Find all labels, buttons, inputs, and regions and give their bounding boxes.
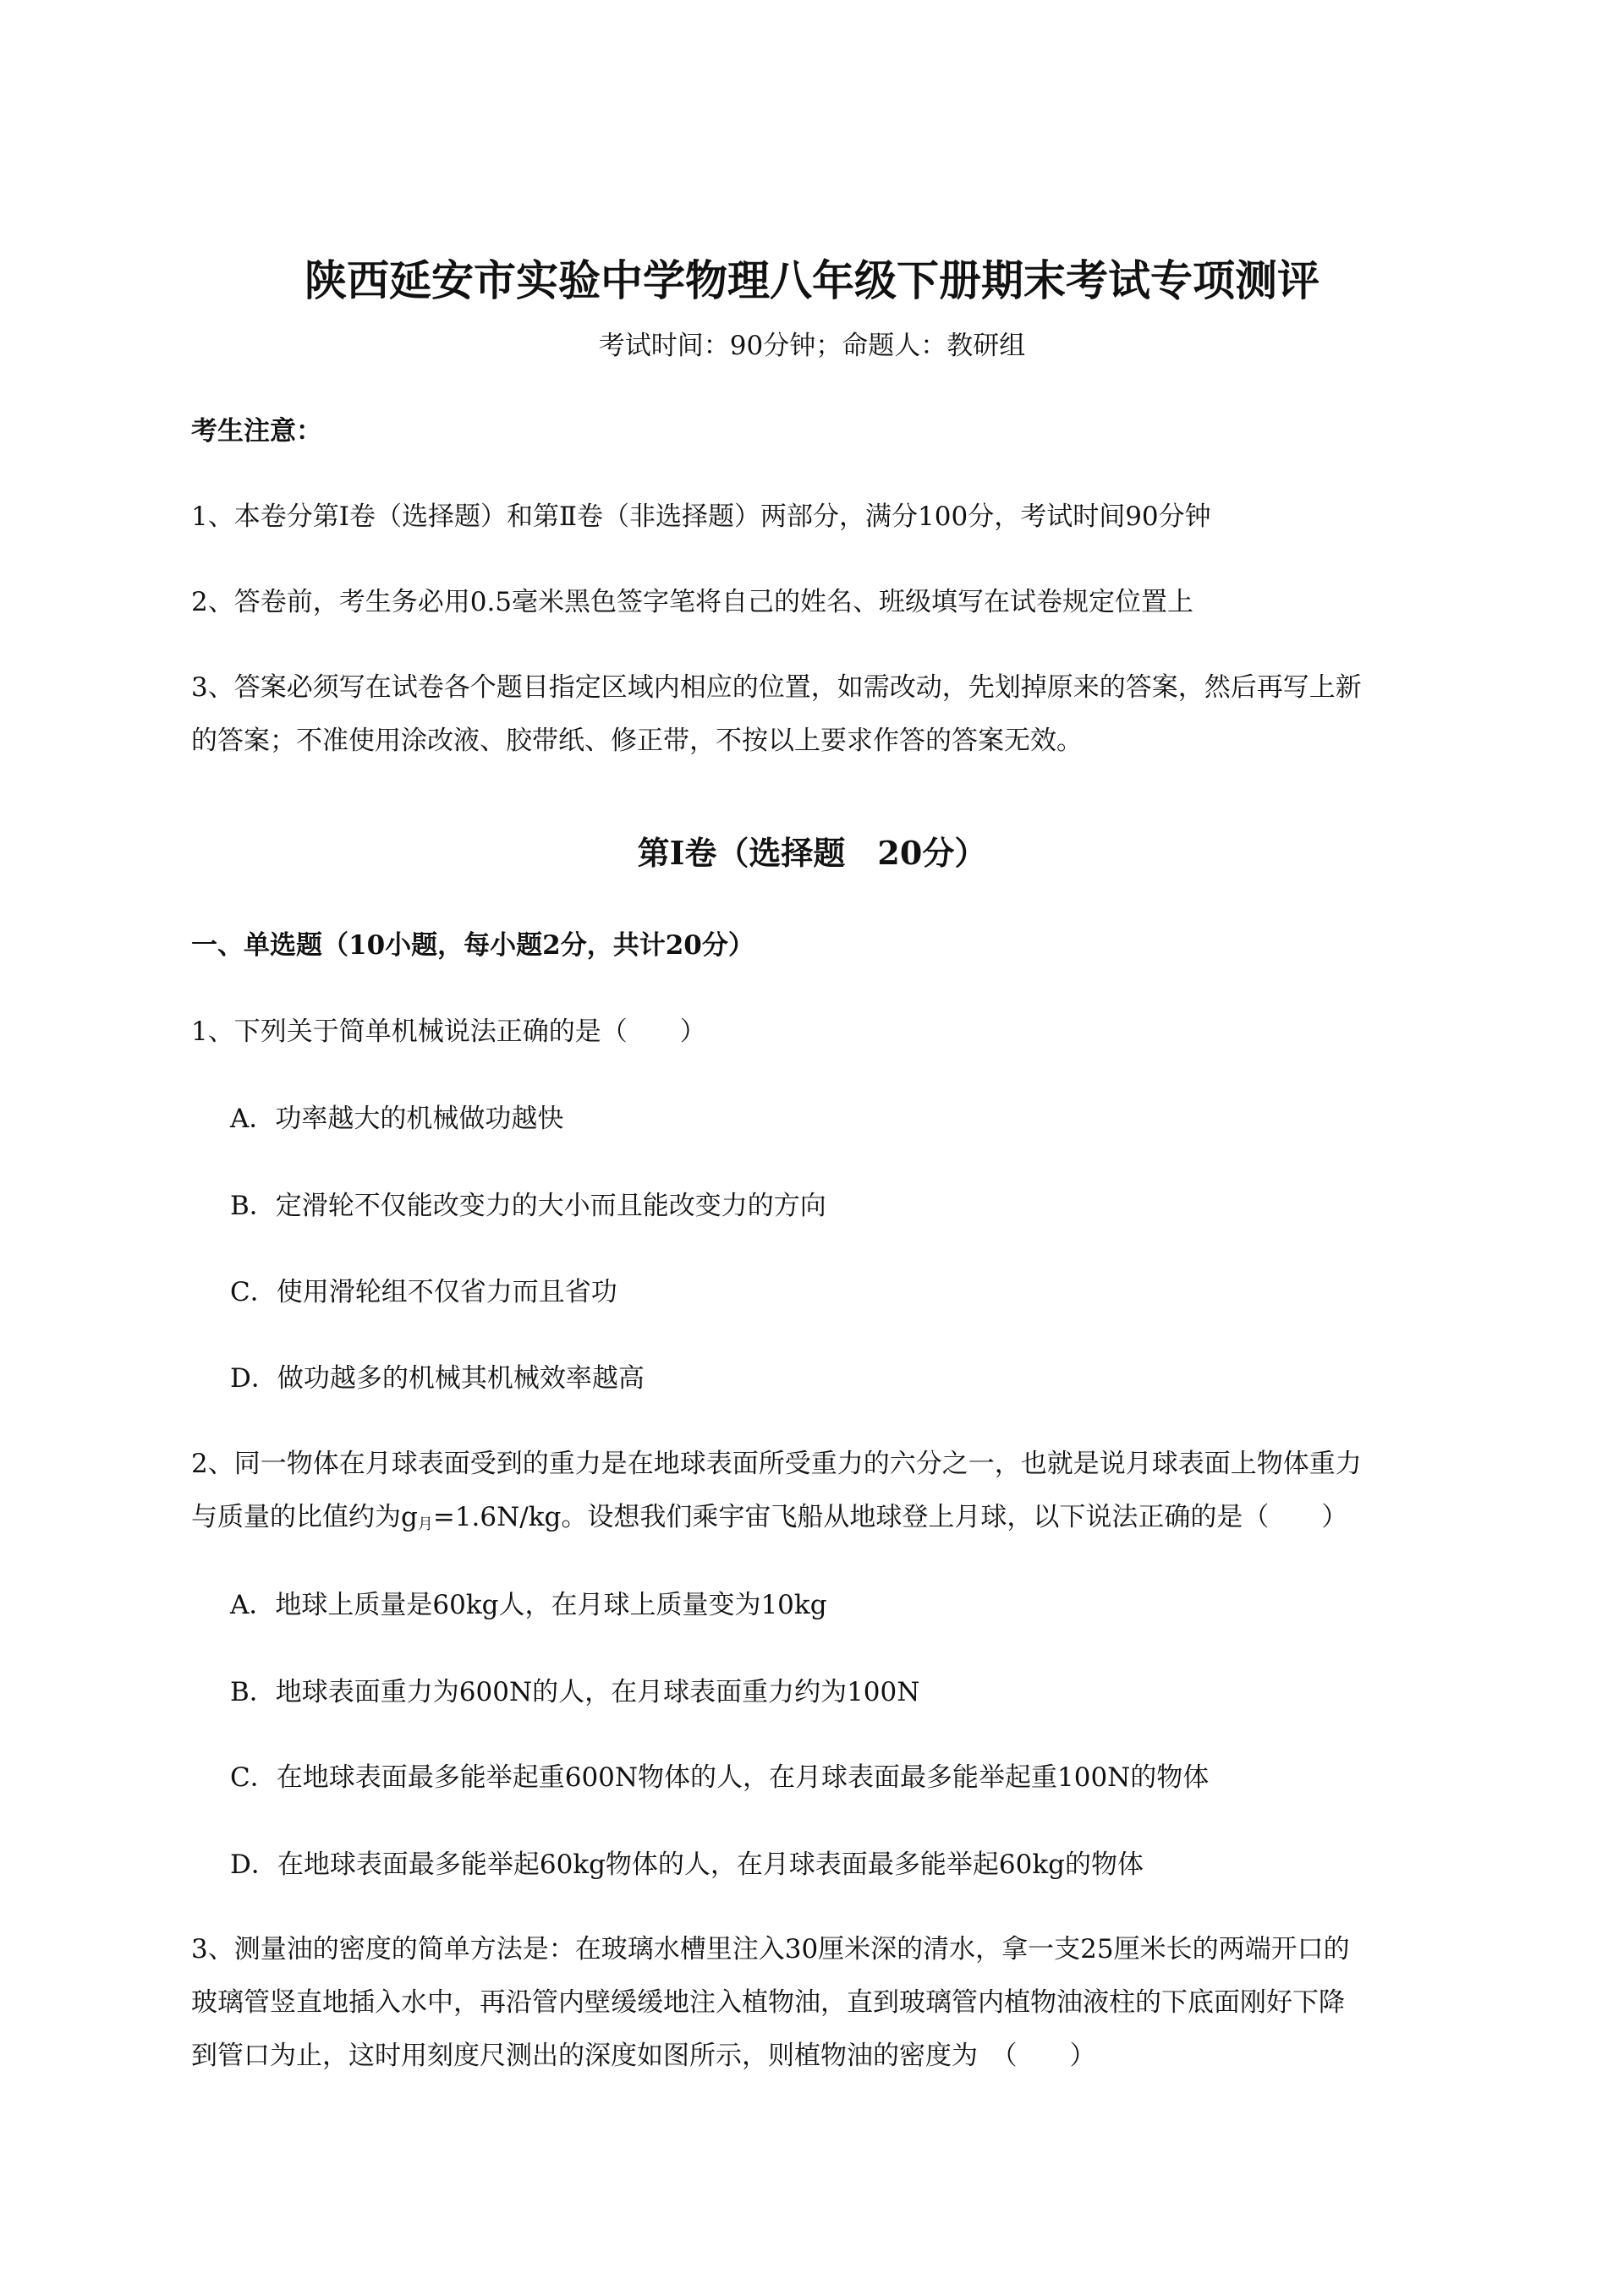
stem-text: =1.6N/kg。设想我们乘宇宙飞船从地球登上月球，以下说法正确的是（ ） [432, 1502, 1348, 1532]
question-3-stem: 3、测量油的密度的简单方法是：在玻璃水槽里注入30厘米深的清水，拿一支25厘米长的两端开口的 [191, 1934, 1350, 1964]
question-2-stem: 2、同一物体在月球表面受到的重力是在地球表面所受重力的六分之一，也就是说月球表面上物体重力 [191, 1449, 1362, 1479]
subscript-moon: 月 [417, 1515, 433, 1533]
question-3-stem: 到管口为止，这时用刻度尺测出的深度如图所示，则植物油的密度为 （ ） [191, 2041, 1096, 2071]
page-title: 陕西延安市实验中学物理八年级下册期末考试专项测评 [304, 255, 1320, 305]
stem-text: 与质量的比值约为g [191, 1502, 418, 1532]
question-2-option-c: C．在地球表面最多能举起重600N物体的人，在月球表面最多能举起重100N的物体 [230, 1762, 1210, 1793]
question-2-option-b: B．地球表面重力为600N的人，在月球表面重力约为100N [230, 1677, 920, 1707]
part-title: 第Ⅰ卷（选择题 20分） [637, 834, 987, 872]
question-1-option-c: C．使用滑轮组不仅省力而且省功 [230, 1277, 617, 1307]
question-2-option-d: D．在地球表面最多能举起60kg物体的人，在月球表面最多能举起60kg的物体 [230, 1849, 1144, 1880]
question-2-option-a: A．地球上质量是60kg人，在月球上质量变为10kg [230, 1590, 827, 1620]
notice-item: 3、答案必须写在试卷各个题目指定区域内相应的位置，如需改动，先划掉原来的答案，然后再写上新 [191, 672, 1362, 703]
question-1-stem: 1、下列关于简单机械说法正确的是（ ） [191, 1016, 706, 1047]
notice-item: 的答案；不准使用涂改液、胶带纸、修正带，不按以上要求作答的答案无效。 [191, 726, 1083, 756]
question-1-option-a: A．功率越大的机械做功越快 [230, 1104, 564, 1134]
question-1-option-d: D．做功越多的机械其机械效率越高 [230, 1363, 645, 1394]
notice-item: 1、本卷分第Ⅰ卷（选择题）和第Ⅱ卷（非选择题）两部分，满分100分，考试时间90分钟 [191, 501, 1211, 532]
notice-heading: 考生注意： [191, 416, 322, 447]
exam-info: 考试时间：90分钟；命题人：教研组 [598, 331, 1026, 361]
question-2-stem-line2 [191, 1500, 1347, 1542]
notice-item: 2、答卷前，考生务必用0.5毫米黑色签字笔将自己的姓名、班级填写在试卷规定位置上 [191, 587, 1194, 617]
question-3-stem: 玻璃管竖直地插入水中，再沿管内壁缓缓地注入植物油，直到玻璃管内植物油液柱的下底面刚好下降 [191, 1987, 1345, 2018]
section-heading: 一、单选题（10小题，每小题2分，共计20分） [191, 930, 754, 961]
question-1-option-b: B．定滑轮不仅能改变力的大小而且能改变力的方向 [230, 1191, 826, 1221]
